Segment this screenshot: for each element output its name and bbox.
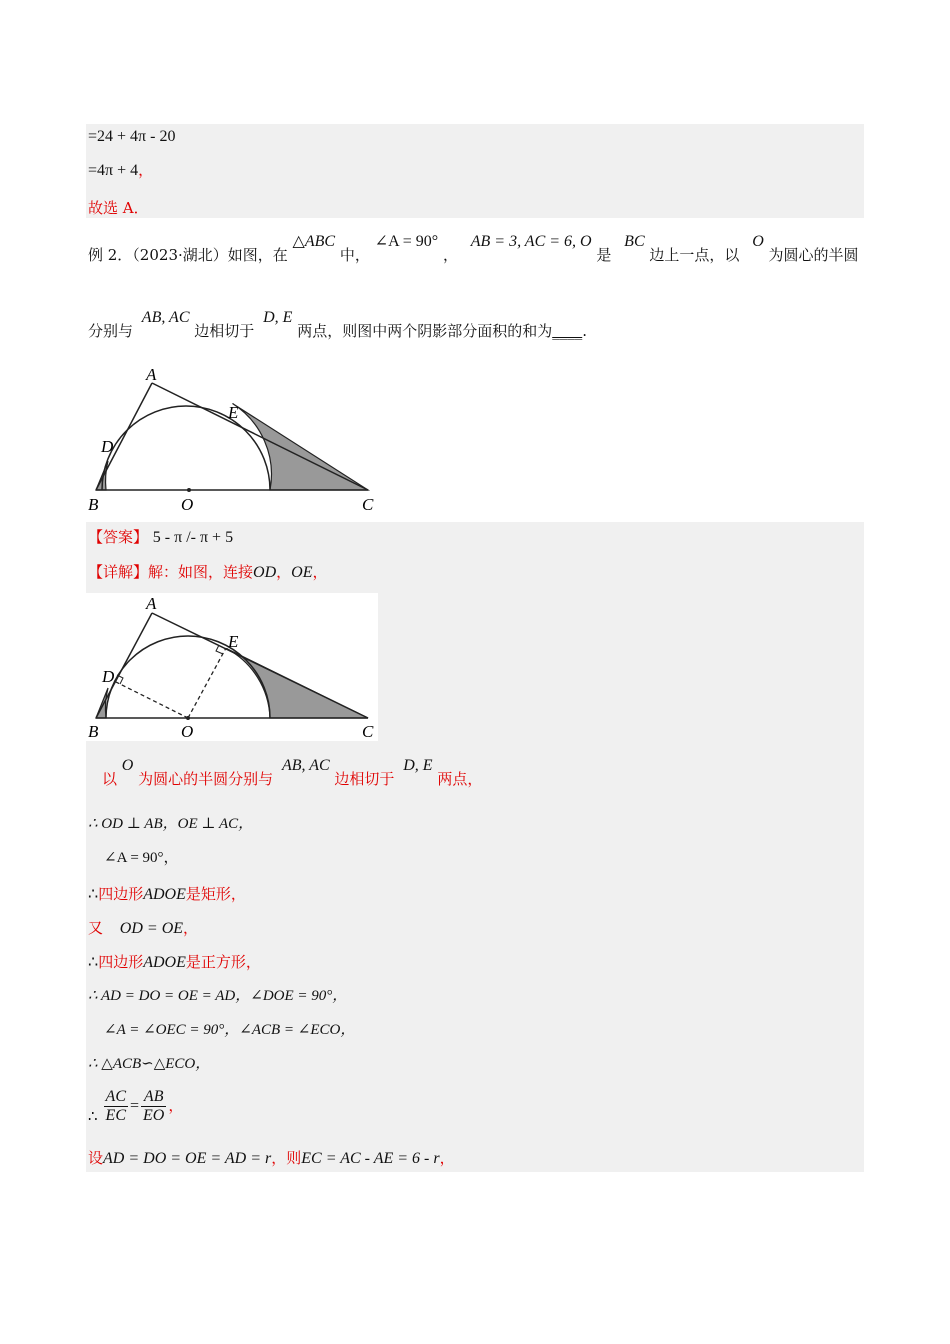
solution-line-6 — [88, 952, 261, 973]
semicircle — [102, 406, 270, 490]
solution-tag: 【详解】 — [88, 563, 149, 581]
calc-comma: ， — [138, 161, 154, 179]
solution-line-1 — [88, 757, 483, 790]
calc-expression: =4π + 4 — [88, 162, 139, 179]
triangle-abc: △ABC — [292, 233, 336, 250]
l11-m2: EC = AC - AE = 6 - r — [301, 1150, 440, 1167]
frac-ab: AB — [141, 1088, 166, 1107]
label-c-2: C — [362, 722, 374, 741]
fraction-ac-ec — [104, 1088, 128, 1125]
l6-b: 是正方形， — [185, 953, 261, 971]
label-b: B — [88, 495, 99, 514]
semicircle-2 — [106, 636, 270, 718]
label-a-2: A — [146, 594, 157, 613]
calc-line-2 — [88, 160, 153, 181]
angle-a: ∠A = 90° — [374, 233, 439, 250]
segment-ac — [152, 383, 368, 490]
question-figure — [86, 362, 386, 514]
l6-therefore: ∴ — [88, 954, 99, 971]
label-o: O — [181, 495, 194, 514]
calc-line-1: =24 + 4π - 20 — [88, 128, 176, 145]
question-line2-lead: 分别与 — [88, 322, 134, 340]
l11-m1: AD = DO = OE = AD = r — [103, 1150, 272, 1167]
question-edge: 边上一点，以 — [649, 246, 740, 264]
question-mid: 中， — [339, 246, 370, 264]
segment-od-text: OD — [253, 564, 277, 581]
label-a: A — [146, 365, 157, 384]
question-line-2 — [88, 309, 587, 342]
answer-value: 5 - π /- π + 5 — [152, 529, 234, 546]
intro-sep: ， — [276, 563, 292, 581]
solution-line-8: ∠A = ∠OEC = 90°，∠ACB = ∠ECO， — [104, 1022, 356, 1038]
segment-ab-2 — [96, 613, 152, 718]
solution-intro-text: 解：如图，连接 — [148, 563, 254, 581]
question-line-1 — [88, 233, 859, 266]
frac-ac: AC — [105, 1088, 126, 1105]
l6-a: 四边形 — [98, 953, 144, 971]
question-shi: 是 — [596, 246, 612, 264]
center-o: O — [752, 233, 764, 250]
label-c: C — [362, 495, 374, 514]
question-lead: 例 2．（2023·湖北）如图，在 — [88, 246, 288, 264]
l1-c: 边相切于 — [334, 770, 395, 788]
solution-line-7: ∴ AD = DO = OE = AD，∠DOE = 90°， — [88, 988, 348, 1004]
solution-line-5 — [88, 918, 198, 939]
solution-line-4 — [88, 884, 246, 905]
solution-line-10: ∴ $\frac{AC}{EC}$ = $\frac{AB}{EO}$ ， — [88, 1088, 184, 1125]
shaded-region-e-c — [233, 404, 369, 491]
dashed-od — [114, 681, 188, 718]
question-comma: ， — [442, 246, 458, 264]
l1-b: 为圆心的半圆分别与 — [138, 770, 274, 788]
point-o-2 — [186, 716, 190, 720]
answer-blank: ____ — [552, 322, 583, 340]
solution-shade-top — [86, 124, 864, 218]
l10-comma: ， — [168, 1096, 184, 1115]
l5-b: ， — [183, 919, 199, 937]
l4-a: 四边形 — [98, 885, 144, 903]
l1-d: 两点， — [437, 770, 483, 788]
frac-eo: EO — [143, 1107, 165, 1124]
point-o — [187, 488, 191, 492]
solution-line-2: ∴ OD ⊥ AB，OE ⊥ AC， — [88, 816, 254, 832]
l4-b: 是矩形， — [185, 885, 246, 903]
solution-figure — [86, 593, 378, 741]
l5-math: OD = OE — [119, 920, 184, 937]
label-e: E — [228, 403, 239, 422]
fraction-ab-eo — [141, 1088, 166, 1125]
side-bc: BC — [624, 233, 645, 250]
solution-line-11 — [88, 1148, 455, 1169]
sides-ab-ac: AB, AC — [141, 309, 190, 326]
l5-a: 又 — [88, 919, 104, 937]
question-line2-tail: 两点，则图中两个阴影部分面积的和为 — [297, 322, 553, 340]
question-end: . — [582, 322, 587, 340]
l1-a: 以 — [102, 770, 118, 788]
answer-line — [88, 527, 233, 548]
l1-o: O — [121, 757, 134, 774]
side-lengths: AB = 3, AC = 6, O — [470, 233, 592, 250]
l1-de: D, E — [403, 757, 433, 774]
segment-oe-text: OE — [291, 564, 313, 581]
solution-intro — [88, 562, 328, 583]
l6-adoe: ADOE — [143, 954, 186, 971]
label-d-2: D — [102, 667, 115, 686]
answer-tag: 【答案】 — [88, 528, 149, 546]
label-b-2: B — [88, 722, 99, 741]
l1-abac: AB, AC — [281, 757, 330, 774]
l11-b: ，则 — [271, 1149, 302, 1167]
choice-line: 故选 A． — [88, 199, 149, 217]
l11-c: ， — [439, 1149, 455, 1167]
label-o-2: O — [181, 722, 194, 741]
intro-comma: ， — [312, 563, 328, 581]
solution-line-3: ∠A = 90°， — [104, 850, 179, 866]
l4-therefore: ∴ — [88, 886, 99, 903]
label-e-2: E — [228, 632, 239, 651]
solution-line-9: ∴ △ACB∽△ECO， — [88, 1056, 211, 1072]
segment-ac-2 — [152, 613, 368, 718]
l11-a: 设 — [88, 1149, 104, 1167]
question-tangent: 边相切于 — [194, 322, 255, 340]
dashed-oe — [188, 648, 226, 718]
l4-adoe: ADOE — [143, 886, 186, 903]
points-d-e: D, E — [263, 309, 293, 326]
label-d: D — [101, 437, 114, 456]
frac-ec: EC — [105, 1107, 126, 1124]
question-tail: 为圆心的半圆 — [768, 246, 859, 264]
